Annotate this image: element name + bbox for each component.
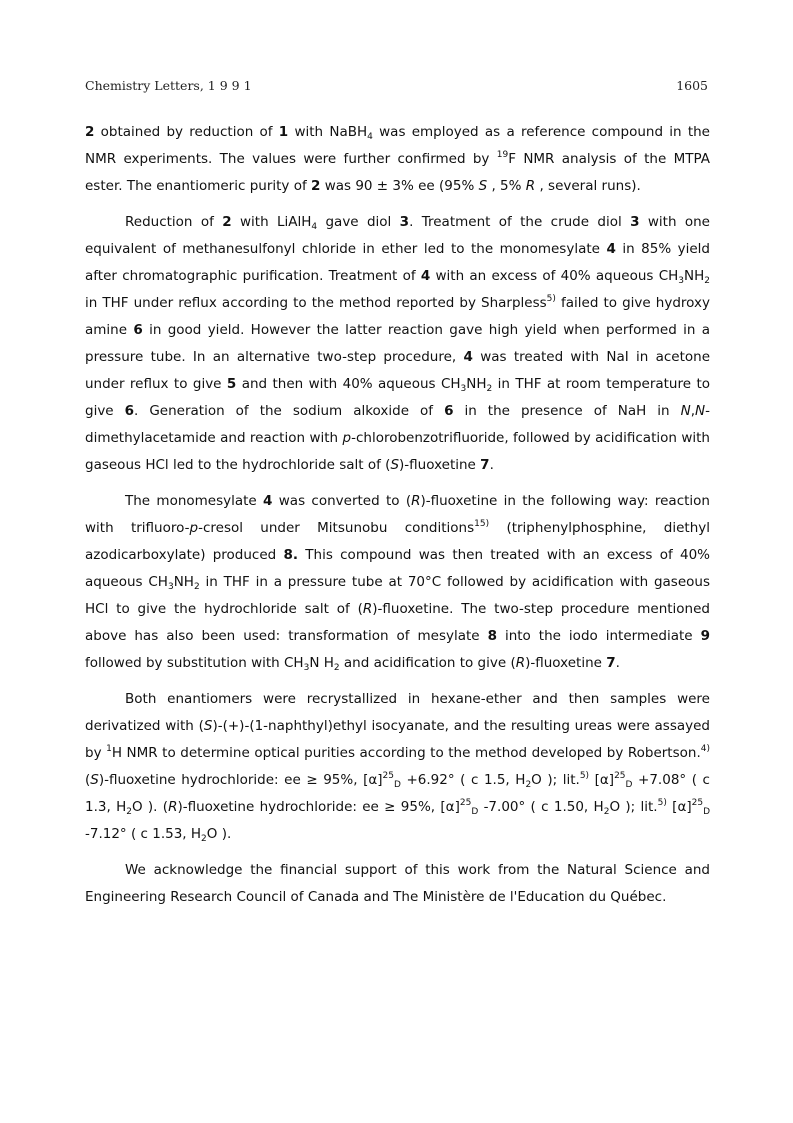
text-run: )-fluoxetine [525,655,607,671]
text-run: -dimethylacetamide and reaction with [85,403,710,446]
text-run: in THF under reflux according to the method reported by Sharpless [85,295,547,311]
compound-ref: 5 [226,376,237,392]
compound-ref: 7 [480,457,490,473]
italic-term: p [342,430,352,446]
text-run: with one equivalent of methanesulfonyl chloride in ether led to the monomesylate [85,214,710,257]
text-run: NH [684,268,705,284]
stereo-descriptor: S [90,772,99,788]
text-run: -7.12° ( c 1.53, H [85,826,202,842]
text-run: The monomesylate [125,493,264,509]
text-run: O ). [206,826,232,842]
subscript: 2 [201,834,207,844]
citation: 15) [474,519,490,529]
text-run: was converted to ( [272,493,412,509]
subscript: 2 [704,276,710,286]
paragraph-4 [85,686,710,848]
text-run: . Generation of the sodium alkoxide of [134,403,445,419]
text-run: N H [309,655,334,671]
text-run: +7.08° ( c 1.3, H [85,772,710,815]
text-run: with NaBH [288,124,368,140]
text-run: in good yield. However the latter reaction gave high yield when performed in a pressure tube. In an alternative two-step procedure, [85,322,710,365]
compound-ref: 6 [444,403,454,419]
text-run: NH [466,376,487,392]
text-run: Both enantiomers were recrystallized in hexane-ether and then samples were derivatized with ( [85,691,710,734]
text-run: and acidification to give ( [339,655,516,671]
stereo-descriptor: R [525,178,536,194]
text-run: followed by substitution with CH [85,655,304,671]
text-run: . Treatment of the crude diol [409,214,631,230]
subscript: 4 [367,132,373,142]
subscript: 4 [311,222,318,232]
citation: 5) [579,771,590,781]
text-run: )-fluoxetine hydrochloride: ee ≥ 95%, [α] [98,772,383,788]
subscript: 2 [486,384,493,394]
text-run: into the iodo intermediate [496,628,701,644]
stereo-descriptor: S [203,718,213,734]
citation: 4) [700,744,710,754]
text-run: in THF in a pressure tube at 70°C followed by acidification with gaseous HCl to give the hydrochloride salt of ( [85,574,710,617]
compound-ref: 2 [85,124,95,140]
text-run: was 90 ± 3% ee (95% [320,178,479,194]
subscript: 3 [303,663,310,673]
compound-ref: 2 [222,214,232,230]
text-run: Reduction of [125,214,223,230]
superscript: 19 [496,150,509,160]
text-run: in THF at room temperature to give [85,376,710,419]
text-run: NH [173,574,194,590]
compound-ref: 6 [124,403,135,419]
text-run: ( [85,772,91,788]
subscript: 2 [126,807,132,817]
compound-ref: 4 [606,241,616,257]
text-run: with LiAlH [231,214,312,230]
paragraph-1 [85,119,710,200]
superscript: 25 [614,771,626,781]
stereo-descriptor: R [168,799,178,815]
superscript: 25 [691,798,704,808]
compound-ref: 8 [487,628,497,644]
compound-ref: 7 [606,655,616,671]
text-run: gave diol [317,214,400,230]
paragraph-3 [85,488,710,677]
subscript: D [703,807,710,817]
text-run: and then with 40% aqueous CH [236,376,461,392]
text-run: failed to give hydroxy amine [85,295,710,338]
compound-ref: 4 [420,268,431,284]
text-run: , several runs). [535,178,641,194]
text-run: F NMR analysis of the MTPA ester. The enantiomeric purity of [85,151,710,194]
compound-ref: 3 [630,214,640,230]
text-run: H NMR to determine optical purities according to the method developed by Robertson. [111,745,701,761]
subscript: D [625,780,633,790]
text-run: -7.00° ( c 1.50, H [478,799,604,815]
citation: 5) [657,798,667,808]
compound-ref: 9 [700,628,710,644]
text-run: O ). ( [131,799,169,815]
italic-term: N [680,403,691,419]
compound-ref: 2 [311,178,321,194]
italic-term: N [695,403,706,419]
text-run: )-fluoxetine hydrochloride: ee ≥ 95%, [α] [177,799,460,815]
text-run: . [489,457,494,473]
superscript: 25 [459,798,472,808]
subscript: D [393,780,401,790]
text-run: obtained by reduction of [94,124,279,140]
text-run: +6.92° ( c 1.5, H [400,772,526,788]
text-run: O ); lit. [609,799,658,815]
superscript: 1 [106,744,112,754]
text-run: [α] [589,772,615,788]
compound-ref: 6 [133,322,143,338]
stereo-descriptor: R [362,601,373,617]
acknowledgement-paragraph: We acknowledge the financial support of this work from the Natural Science and Engineering Research Council of Canada and The Ministère de l'Education du Québec. [85,862,710,905]
text-run: )-fluoxetine. The two-step procedure mentioned above has also been used: transformation of mesylate [85,601,710,644]
stereo-descriptor: R [515,655,526,671]
text-run: )-fluoxetine [399,457,481,473]
stereo-descriptor: R [411,493,421,509]
text-run: -cresol under Mitsunobu conditions [198,520,475,536]
superscript: 25 [382,771,394,781]
text-run: was treated with NaI in acetone under reflux to give [85,349,710,392]
text-run: This compound was then treated with an excess of 40% aqueous CH [85,547,710,590]
subscript: 3 [460,384,467,394]
compound-ref: 1 [278,124,289,140]
citation: 5) [546,294,556,304]
journal-name: Chemistry Letters, 1 9 9 1 [85,78,252,93]
compound-ref: 4 [263,493,273,509]
subscript: 2 [193,582,200,592]
text-run: was employed as a reference compound in the NMR experiments. The values were further confirmed by [85,124,710,167]
text-run: . [615,655,620,671]
text-run: with an excess of 40% aqueous CH [430,268,679,284]
subscript: 2 [603,807,610,817]
subscript: 3 [678,276,685,286]
paragraph-2 [85,209,710,479]
page-number: 1605 [676,78,708,93]
article-body [85,119,710,911]
text-run: )-(+)-(1-naphthyl)ethyl isocyanate, and the resulting ureas were assayed by [85,718,710,761]
text-run: in 85% yield after chromatographic purification. Treatment of [85,241,710,284]
compound-ref: 3 [399,214,410,230]
text-run: )-fluoxetine in the following way: reaction with trifluoro- [85,493,710,536]
text-run: in the presence of NaH in [453,403,681,419]
stereo-descriptor: S [478,178,488,194]
subscript: 3 [167,582,174,592]
compound-ref: 4 [463,349,473,365]
compound-ref: 8. [283,547,299,563]
text-run: O ); lit. [531,772,580,788]
stereo-descriptor: S [390,457,400,473]
text-run: -chlorobenzotrifluoride, followed by acidification with gaseous HCl led to the hydrochloride salt of ( [85,430,710,473]
running-header [85,78,708,98]
subscript: 2 [333,663,340,673]
subscript: 2 [525,780,532,790]
text-run: [α] [666,799,692,815]
italic-term: p [189,520,199,536]
text-run: (triphenylphosphine, diethyl azodicarboxylate) produced [85,520,711,563]
text-run: , 5% [487,178,526,194]
subscript: D [471,807,479,817]
text-run: , [690,403,696,419]
